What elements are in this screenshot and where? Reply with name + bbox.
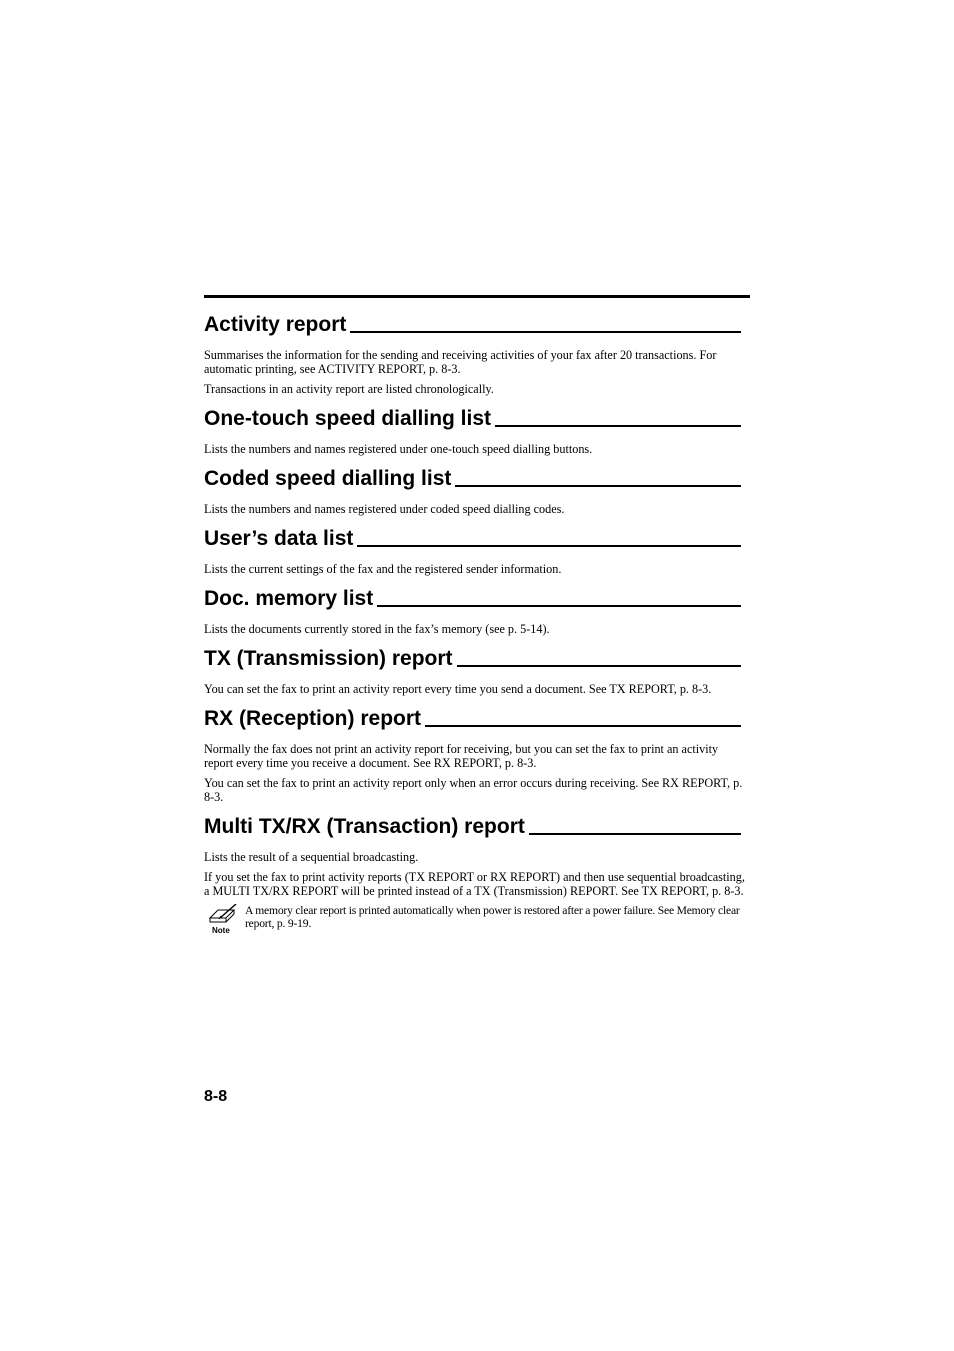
paragraph: Lists the current settings of the fax and the registered sender information. <box>204 562 562 576</box>
note-box <box>204 904 749 938</box>
paragraph: Summarises the information for the sending and receiving activities of your fax after 20 transactions. For automatic printing, see ACTIVITY REPORT, p. 8-3. <box>204 348 717 376</box>
paragraph: Lists the result of a sequential broadcasting. <box>204 850 419 864</box>
section-heading: One-touch speed dialling list <box>204 406 749 432</box>
heading-leader-line <box>495 425 741 427</box>
page-number: 8-8 <box>204 1088 228 1105</box>
content-column <box>204 312 749 938</box>
heading-leader-line <box>529 833 741 835</box>
section-coded-speed-dialling-list <box>204 466 749 516</box>
section-users-data-list <box>204 526 749 576</box>
paragraph: Lists the numbers and names registered under coded speed dialling codes. <box>204 502 565 516</box>
section-activity-report <box>204 312 749 396</box>
paragraph: You can set the fax to print an activity report every time you send a document. See TX REPORT, p. 8-3. <box>204 682 712 696</box>
section-multi-txrx-report <box>204 814 749 898</box>
heading-leader-line <box>357 545 741 547</box>
section-heading: Activity report <box>204 312 749 338</box>
section-rx-report <box>204 706 749 804</box>
paragraph: Lists the documents currently stored in the fax’s memory (see p. 5-14). <box>204 622 550 636</box>
heading-leader-line <box>377 605 741 607</box>
section-doc-memory-list <box>204 586 749 636</box>
section-heading: Doc. memory list <box>204 586 749 612</box>
section-heading: TX (Transmission) report <box>204 646 749 672</box>
heading-leader-line <box>457 665 741 667</box>
note-pencil-icon <box>204 904 238 938</box>
paragraph: You can set the fax to print an activity report only when an error occurs during receiving. See RX REPORT, p. 8-3. <box>204 776 743 804</box>
top-rule <box>204 295 750 298</box>
paragraph: Lists the numbers and names registered under one-touch speed dialling buttons. <box>204 442 593 456</box>
section-heading: RX (Reception) report <box>204 706 749 732</box>
heading-leader-line <box>455 485 741 487</box>
section-tx-report <box>204 646 749 696</box>
section-one-touch-speed-dialling-list <box>204 406 749 456</box>
paragraph: Normally the fax does not print an activity report for receiving, but you can set the fax to print an activity report every time you receive a document. See RX REPORT, p. 8-3. <box>204 742 719 770</box>
note-text: A memory clear report is printed automatically when power is restored after a power failure. See Memory clear report, p. 9-19. <box>245 904 740 930</box>
paragraph: Transactions in an activity report are listed chronologically. <box>204 382 494 396</box>
heading-leader-line <box>350 331 741 333</box>
section-heading: User’s data list <box>204 526 749 552</box>
section-heading: Multi TX/RX (Transaction) report <box>204 814 749 840</box>
note-label: Note <box>212 926 230 935</box>
paragraph: If you set the fax to print activity reports (TX REPORT or RX REPORT) and then use sequential broadcasting, a MULTI TX/RX REPORT will be printed instead of a TX (Transmission) REPORT. See TX REPORT, p. 8-3. <box>204 870 745 898</box>
section-heading: Coded speed dialling list <box>204 466 749 492</box>
heading-leader-line <box>425 725 741 727</box>
